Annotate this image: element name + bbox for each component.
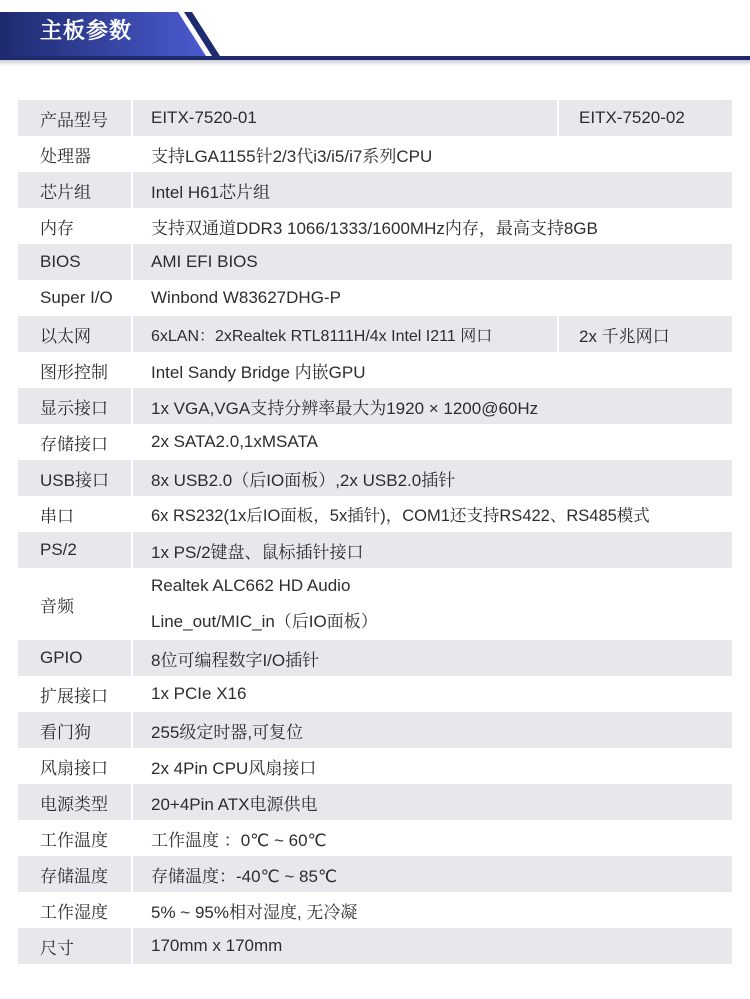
spec-row-watchdog (18, 712, 732, 748)
spec-row-ethernet (18, 316, 732, 352)
spec-value-ethernet: 6xLAN：2xRealtek RTL8111H/4x Intel I211 网口 (133, 316, 557, 352)
spec-label: 产品型号 (18, 100, 131, 136)
spec-row-storage-temp (18, 856, 732, 892)
spec-value: 2x 4Pin CPU风扇接口 (133, 748, 732, 784)
spec-value-model-01: EITX-7520-01 (133, 100, 557, 136)
spec-value-audio (133, 568, 732, 640)
spec-row-cpu (18, 136, 732, 172)
spec-value: AMI EFI BIOS (133, 244, 732, 280)
spec-value: 8位可编程数字I/O插针 (133, 640, 732, 676)
spec-label: 电源类型 (18, 784, 131, 820)
spec-row-fan (18, 748, 732, 784)
spec-row-superio (18, 280, 732, 316)
spec-value: 支持LGA1155针2/3代i3/i5/i7系列CPU (133, 136, 732, 172)
spec-value: 1x PS/2键盘、鼠标插针接口 (133, 532, 732, 568)
spec-label: 显示接口 (18, 388, 131, 424)
spec-value: 170mm x 170mm (133, 928, 732, 964)
spec-label: 风扇接口 (18, 748, 131, 784)
spec-value: 6x RS232(1x后IO面板，5x插针)，COM1还支持RS422、RS485模式 (133, 496, 732, 532)
spec-label: GPIO (18, 640, 131, 676)
spec-row-op-temp (18, 820, 732, 856)
spec-value: 1x PCIe X16 (133, 676, 732, 712)
spec-value-audio-line-2: Line_out/MIC_in（后IO面板） (151, 612, 378, 631)
spec-row-storage (18, 424, 732, 460)
page-title: 主板参数 (40, 18, 133, 43)
spec-label: 图形控制 (18, 352, 131, 388)
spec-value: Intel H61芯片组 (133, 172, 732, 208)
spec-label: 工作温度 (18, 820, 131, 856)
spec-value-model-02: EITX-7520-02 (559, 100, 732, 136)
spec-row-bios (18, 244, 732, 280)
spec-row-expansion (18, 676, 732, 712)
spec-row-humidity (18, 892, 732, 928)
spec-value: Winbond W83627DHG-P (133, 280, 732, 316)
spec-label: BIOS (18, 244, 131, 280)
spec-value-ethernet-extra: 2x 千兆网口 (559, 316, 732, 352)
spec-label: 工作湿度 (18, 892, 131, 928)
spec-table (18, 100, 732, 964)
spec-label: 存储温度 (18, 856, 131, 892)
spec-row-power (18, 784, 732, 820)
spec-row-serial (18, 496, 732, 532)
spec-value: 工作温度 ：0℃ ~ 60℃ (133, 820, 732, 856)
spec-value: 20+4Pin ATX电源供电 (133, 784, 732, 820)
spec-label: 芯片组 (18, 172, 131, 208)
spec-label: 以太网 (18, 316, 131, 352)
spec-label: 音频 (18, 568, 131, 640)
spec-value: Intel Sandy Bridge 内嵌GPU (133, 352, 732, 388)
spec-row-usb (18, 460, 732, 496)
spec-label: PS/2 (18, 532, 131, 568)
header-shadow (0, 60, 750, 66)
spec-label: 看门狗 (18, 712, 131, 748)
spec-row-chipset (18, 172, 732, 208)
spec-row-ps2 (18, 532, 732, 568)
spec-value: 5% ~ 95%相对湿度, 无冷凝 (133, 892, 732, 928)
spec-value-audio-line-1: Realtek ALC662 HD Audio (151, 576, 351, 595)
spec-label: 尺寸 (18, 928, 131, 964)
spec-row-graphics (18, 352, 732, 388)
spec-value: 255级定时器,可复位 (133, 712, 732, 748)
spec-value: 1x VGA,VGA支持分辨率最大为1920 × 1200@60Hz (133, 388, 732, 424)
spec-label: 串口 (18, 496, 131, 532)
spec-row-model (18, 100, 732, 136)
spec-row-size (18, 928, 732, 964)
spec-value: 2x SATA2.0,1xMSATA (133, 424, 732, 460)
section-header (0, 0, 750, 66)
spec-label: USB接口 (18, 460, 131, 496)
spec-label: 处理器 (18, 136, 131, 172)
spec-label: 扩展接口 (18, 676, 131, 712)
spec-row-memory (18, 208, 732, 244)
spec-row-audio (18, 568, 732, 640)
spec-label: 存储接口 (18, 424, 131, 460)
spec-value: 8x USB2.0（后IO面板）,2x USB2.0插针 (133, 460, 732, 496)
spec-label: Super I/O (18, 280, 131, 316)
spec-value: 支持双通道DDR3 1066/1333/1600MHz内存，最高支持8GB (133, 208, 732, 244)
spec-row-display (18, 388, 732, 424)
spec-value: 存储温度：-40℃ ~ 85℃ (133, 856, 732, 892)
spec-row-gpio (18, 640, 732, 676)
spec-label: 内存 (18, 208, 131, 244)
